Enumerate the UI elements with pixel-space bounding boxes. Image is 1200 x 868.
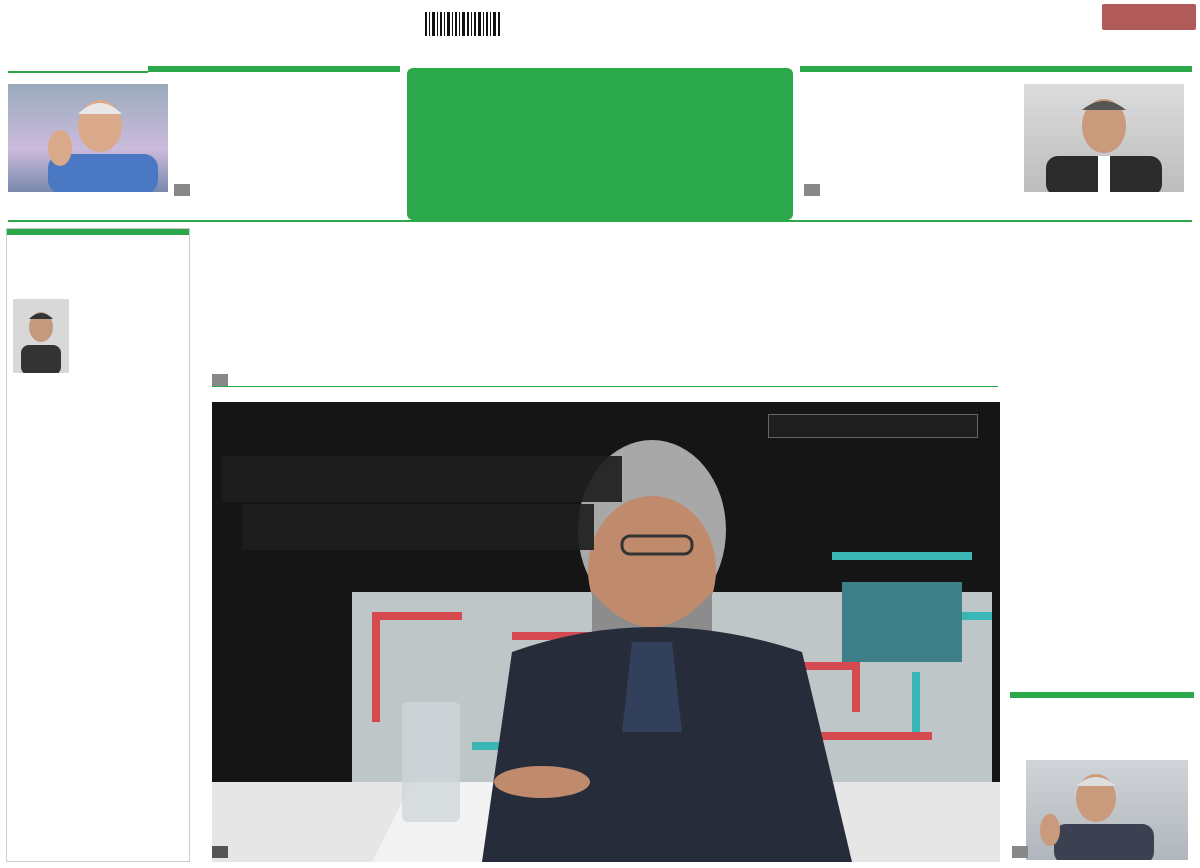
teaser-top-right[interactable] bbox=[800, 66, 1192, 196]
barcode-icon bbox=[423, 10, 503, 38]
nikbakht-photo bbox=[8, 84, 168, 192]
photo-story[interactable] bbox=[212, 402, 1000, 862]
photo-story-quote-2 bbox=[242, 504, 594, 550]
barcode bbox=[423, 10, 503, 46]
opinion-column-text bbox=[11, 291, 185, 849]
opinion-column-bar bbox=[7, 229, 189, 235]
teaser-top-left[interactable] bbox=[8, 66, 400, 196]
ghanei-rad-photo bbox=[1026, 760, 1188, 860]
photo-story-tag bbox=[768, 414, 978, 438]
portrait-icon bbox=[8, 84, 168, 192]
main-rule bbox=[212, 386, 998, 387]
dateline-rule bbox=[8, 220, 1192, 222]
teaser-top-left-rule bbox=[8, 71, 148, 81]
portrait-icon bbox=[1026, 760, 1188, 860]
page-ref-tag bbox=[212, 846, 228, 858]
masthead-green-panel bbox=[407, 68, 793, 220]
page-ref-tag bbox=[804, 184, 820, 196]
page-ref-tag bbox=[1012, 846, 1028, 858]
page-ref-tag bbox=[174, 184, 190, 196]
portrait-icon bbox=[1024, 84, 1184, 192]
interview-bar bbox=[1010, 692, 1194, 698]
teaser-top-right-bar bbox=[800, 66, 1192, 72]
kazemi-photo bbox=[1024, 84, 1184, 192]
opinion-column[interactable] bbox=[6, 228, 190, 862]
masthead bbox=[407, 8, 793, 220]
page-ref-tag bbox=[212, 374, 228, 386]
teaser-top-left-bar bbox=[148, 66, 400, 72]
source-stamp bbox=[1102, 4, 1196, 30]
photo-story-quote-1 bbox=[222, 456, 622, 502]
right-column bbox=[1010, 228, 1194, 862]
